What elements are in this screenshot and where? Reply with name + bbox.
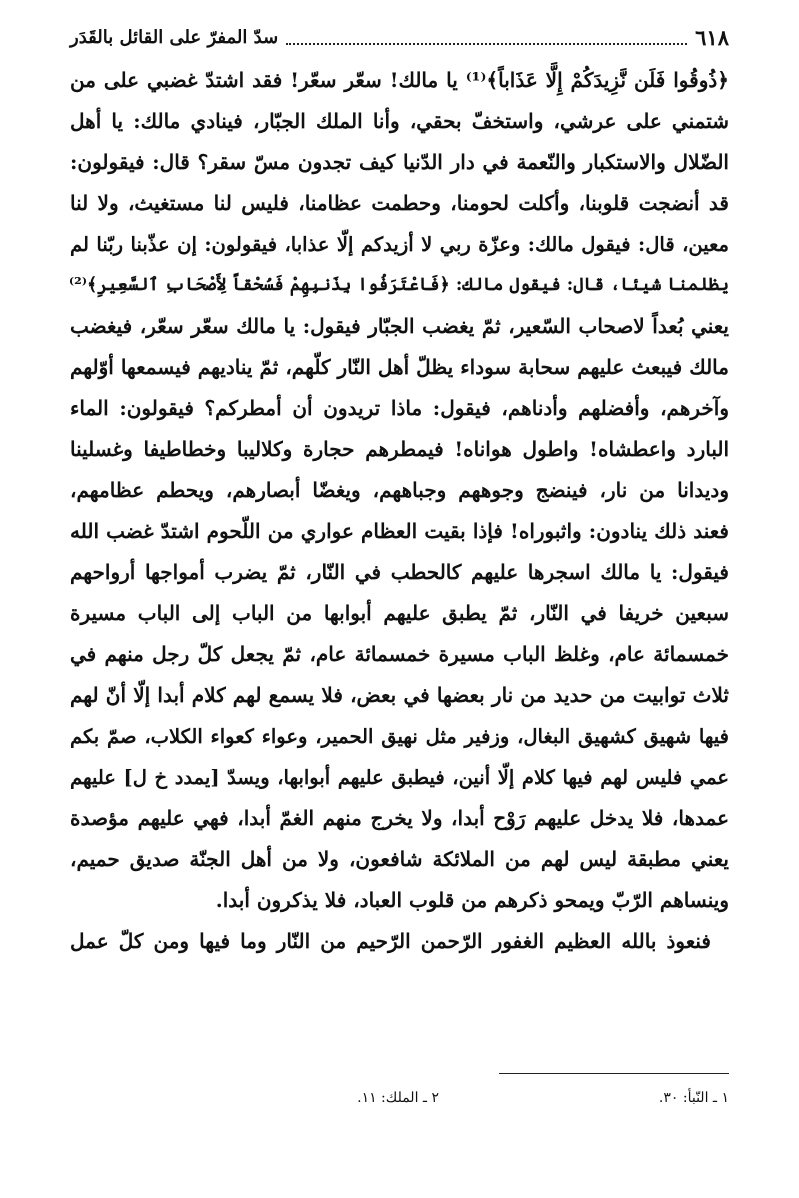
footnote-separator (499, 1073, 729, 1074)
page-header (70, 22, 729, 52)
text-line: وديدانا من نار، فينضج وجوههم وجباههم، ويغضّا أبصارهم، ويحطم عظامهم، (70, 478, 729, 502)
text-line: فعند ذلك ينادون: واثبوراه! فإذا بقيت العظام عواري من اللّحوم اشتدّ غضب الله (70, 519, 729, 543)
text-line: عمي فليس لهم فيها كلام إلّا أنين، فيطبق عليهم أبوابها، ويسدّ [يمدد خ ل] عليهم (70, 766, 729, 789)
text-line: مالك فيبعث عليهم سحابة سوداء يظلّ أهل النّار كلّهم، ثمّ يناديهم فيسمعها أوّلهم (70, 355, 729, 379)
text-line: البارد واعطشاه! واطول هواناه! فيمطرهم حجارة وكلاليبا وخطاطيفا وغسلينا (70, 437, 729, 461)
text-line: قد أنضجت قلوبنا، وأكلت لحومنا، وحطمت عظامنا، فليس لنا مستغيث، ولا لنا (70, 191, 729, 215)
footnote-1: ١ ـ النّبأ: ٣٠. (658, 1090, 729, 1106)
text-line: شتمني على عرشي، واستخفّ بحقي، وأنا الملك الجبّار، فينادي مالك: يا أهل (70, 109, 729, 133)
header-dotted-leader (286, 29, 687, 45)
text-line: الضّلال والاستكبار والنّعمة في دار الدّنيا كيف تجدون مسّ سقر؟ قال: فيقولون: (70, 150, 729, 174)
text-line: سبعين خريفا في النّار، ثمّ يطبق عليهم أبوابها من الباب إلى الباب مسيرة (70, 601, 729, 625)
text-line: فيها شهيق كشهيق البغال، وزفير مثل نهيق الحمير، وعواء كعواء الكلاب، صمّ بكم (70, 725, 729, 748)
text-line: خمسمائة عام، وغلظ الباب مسيرة خمسمائة عام، ثمّ يجعل كلّ رجل منهم في (70, 642, 729, 666)
footnotes (70, 1090, 729, 1114)
text-line: وينساهم الرّبّ ويمحو ذكرهم من قلوب العباد، فلا يذكرون أبدا. (215, 888, 729, 912)
footnote-2: ٢ ـ الملك: ١١. (357, 1090, 439, 1106)
text-line: يعني مطبقة ليس لهم من الملائكة شافعون، ولا من أهل الجنّة صديق حميم، (70, 847, 729, 871)
text-line: فيقول: يا مالك اسجرها عليهم كالحطب في النّار، ثمّ يضرب أمواجها أرواحهم (70, 560, 729, 584)
page-number: ٦١٨ (695, 24, 729, 50)
text-line: يعني بُعداً لاصحاب السّعير، ثمّ يغضب الجبّار فيقول: يا مالك سعّر سعّر، فيغضب (70, 314, 729, 338)
text-line: ثلاث توابيت من حديد من نار بعضها في بعض، فلا يسمع لهم كلام أبدا إلّا أنّ لهم (70, 683, 729, 707)
text-line: معين، قال: فيقول مالك: وعزّة ربي لا أزيدكم إلّا عذابا، فيقولون: إن عذّبنا ربّنا لم (70, 233, 729, 256)
text-line: يظلمنا شيئا، قال: فيقول مالك: ﴿فَاعْتَرَفُوا بِذَنبِهِمْ فَسُحْقاً لِأَصْحَابِ ٱلسَّعِيرِ﴾⁽²⁾ (68, 275, 729, 295)
text-line: فنعوذ بالله العظيم الغفور الرّحمن الرّحيم من النّار وما فيها ومن كلّ عمل (70, 929, 711, 953)
running-title: سدّ المفرّ على القائل بالقَدَر (70, 26, 279, 48)
text-line: عمدها، فلا يدخل عليهم رَوْح أبدا، ولا يخرج منهم الغمّ أبدا، فهي عليهم مؤصدة (70, 806, 729, 830)
text-line: وآخرهم، وأفضلهم وأدناهم، فيقول: ماذا تريدون أن أمطركم؟ فيقولون: الماء (70, 396, 729, 420)
text-line: ﴿ذُوقُوا فَلَن نَّزِيدَكُمْ إِلَّا عَذَاباً﴾⁽¹⁾ يا مالك! سعّر سعّر! فقد اشتدّ غضبي على من (70, 68, 729, 92)
main-text (70, 60, 729, 962)
